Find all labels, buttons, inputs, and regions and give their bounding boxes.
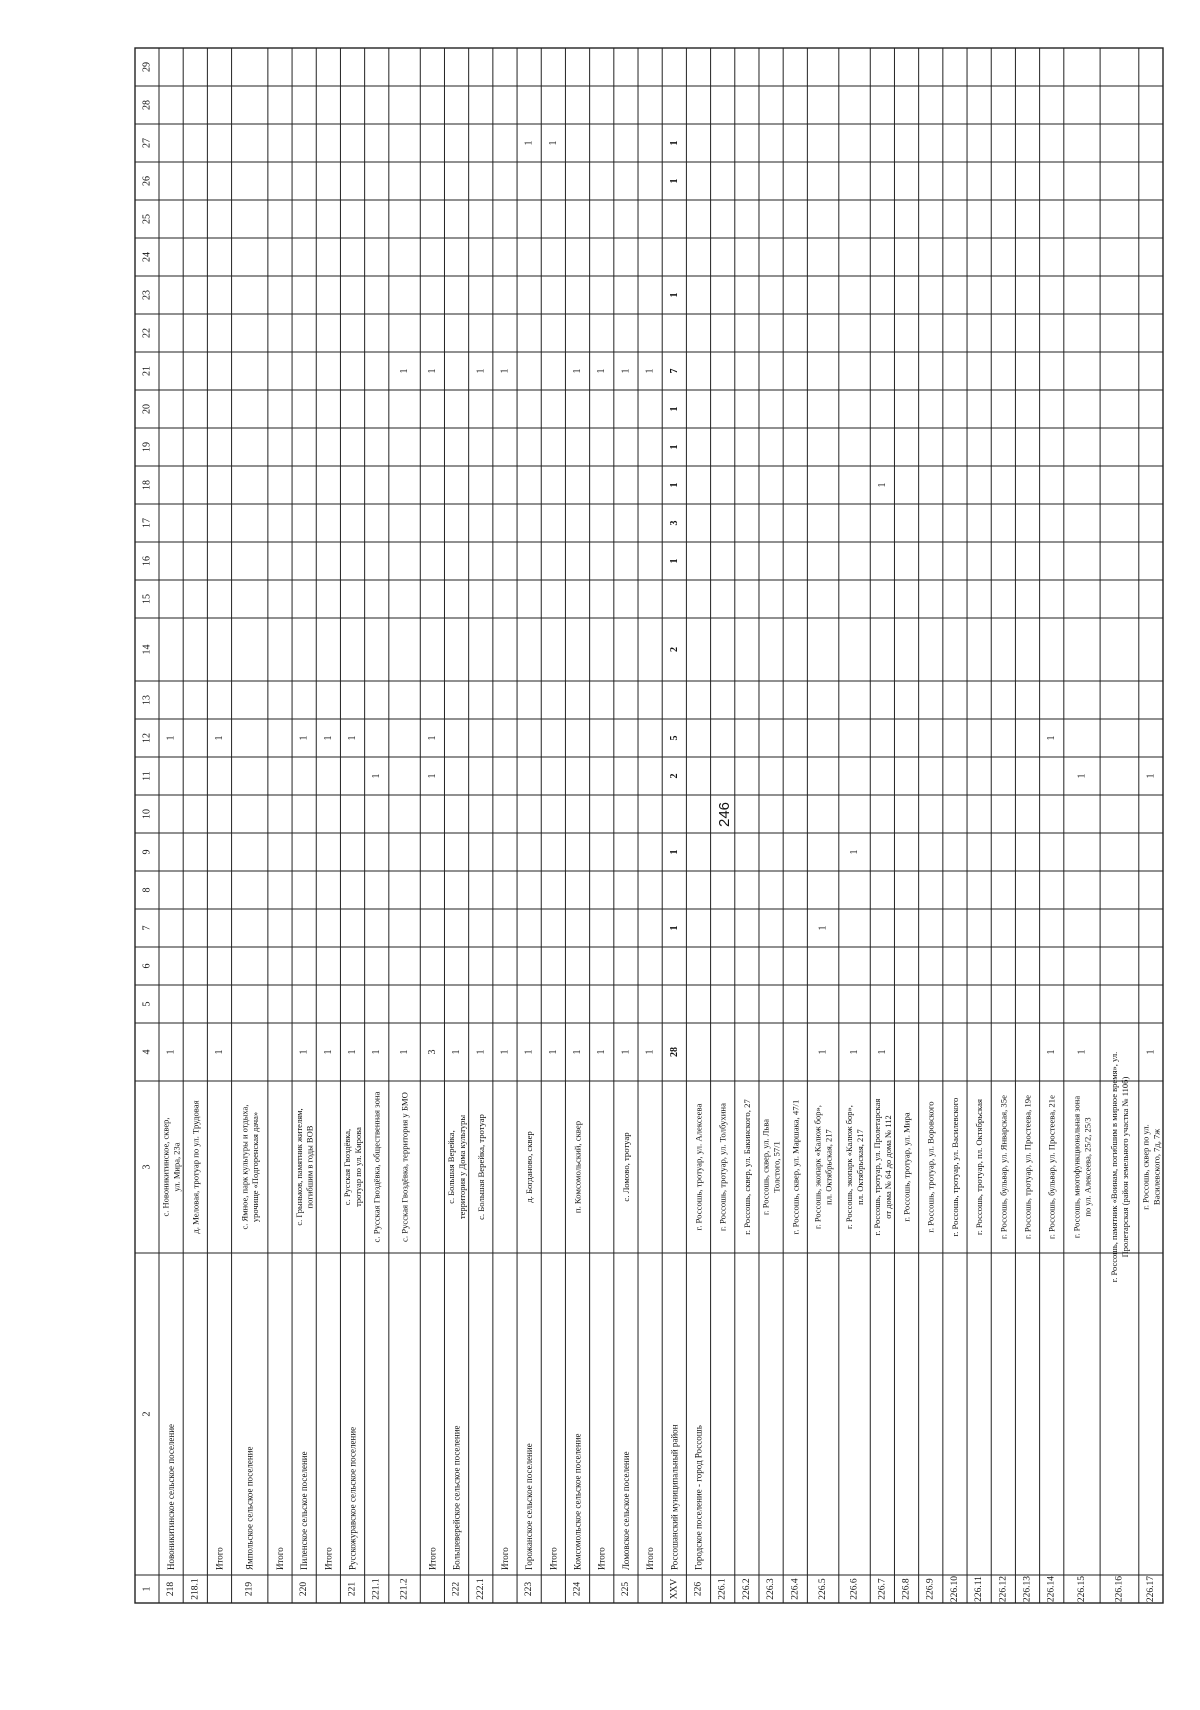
row-number: 226.2	[741, 1578, 752, 1600]
cell-value: 1	[1046, 735, 1058, 741]
row-location: с. Русская Гвоздёвка, территория у БМО	[399, 1092, 410, 1242]
cell-value: 1	[1145, 773, 1157, 779]
row-location: ул. Мира, 23а	[171, 1142, 182, 1192]
cell-value: 1	[572, 368, 584, 374]
table-row	[1046, 736, 1057, 1603]
cell-value: 1	[668, 292, 680, 298]
table-row	[742, 1099, 752, 1600]
table-row	[998, 1095, 1008, 1602]
row-district: Ямпольское сельское поселение	[244, 1446, 255, 1570]
row-location: г. Россошь, сквер, ул. Маршака, 47/1	[790, 1099, 801, 1235]
cell-value: 1	[499, 368, 511, 374]
row-location: г. Россошь, тротуар, ул. Толбухина	[717, 1103, 728, 1231]
row-district: Горожанское сельское поселение	[524, 1443, 535, 1570]
row-number: 226.16	[1114, 1575, 1125, 1603]
cell-value: 1	[620, 368, 632, 374]
row-location: погибшим в годы ВОВ	[304, 1125, 315, 1209]
row-number: 222	[451, 1581, 462, 1597]
row-district: Городское поселение - город Россошь	[693, 1425, 704, 1570]
cell-value: 1	[620, 1049, 632, 1055]
table-border	[135, 48, 1163, 1603]
row-location: от дома № 64 до дома № 112	[882, 1115, 893, 1219]
column-number: 6	[141, 963, 153, 969]
row-district: Итого	[548, 1547, 559, 1570]
row-number: 226.4	[790, 1578, 801, 1600]
column-number: 5	[141, 1001, 153, 1007]
column-number: 26	[141, 176, 153, 186]
row-location: с. Грыньков, памятник жителям,	[293, 1108, 304, 1226]
table-row	[475, 369, 486, 1600]
row-number: 226.3	[766, 1578, 777, 1600]
cell-value: 1	[668, 444, 680, 450]
column-number: 29	[141, 62, 153, 72]
row-district: Комсомольское сельское поселение	[572, 1433, 583, 1570]
cell-value: 1	[475, 1049, 487, 1055]
header-row	[142, 62, 153, 1592]
row-number: 226.8	[901, 1578, 912, 1600]
column-number: 25	[141, 214, 153, 224]
row-number: 226.6	[849, 1578, 860, 1600]
table-row	[669, 141, 680, 1600]
cell-value: 1	[596, 368, 608, 374]
cell-value: 2	[668, 647, 680, 652]
column-number: 7	[141, 925, 153, 931]
row-location: г. Россошь, экопарк «Калюж бор»,	[844, 1105, 855, 1229]
table-row	[371, 774, 382, 1600]
cell-value: 1	[644, 1049, 656, 1055]
row-district: Большеверейское сельское поселение	[451, 1425, 462, 1570]
table-row	[214, 736, 225, 1571]
cell-value: 1	[298, 1049, 310, 1055]
cell-value: 1	[347, 735, 359, 741]
row-location: г. Россошь, сквер, ул. Бакинского, 27	[741, 1099, 752, 1235]
row-number: XXV	[669, 1578, 680, 1600]
cell-value: 1	[1145, 1049, 1157, 1055]
row-district: Итого	[596, 1547, 607, 1570]
column-number: 11	[141, 771, 153, 781]
table-row	[446, 1050, 467, 1597]
cell-value: 1	[213, 1049, 225, 1055]
cell-value: 1	[475, 368, 487, 374]
row-number: 221.1	[371, 1578, 382, 1600]
table-row	[926, 1101, 936, 1600]
row-district: Русскожуравское сельское поселение	[347, 1426, 358, 1570]
row-location: г. Россошь, сквер по ул.	[1140, 1124, 1151, 1210]
row-location: по ул. Алексеева, 25/2, 25/3	[1082, 1117, 1093, 1217]
row-number: 219	[244, 1581, 255, 1597]
cell-value: 1	[371, 773, 383, 779]
cell-value: 1	[523, 140, 535, 146]
cell-value: 1	[817, 1049, 829, 1055]
row-district: Ломовское сельское поселение	[620, 1451, 631, 1570]
row-location: г. Россошь, тротуар, ул. Простеева, 19е	[1022, 1095, 1033, 1239]
table-row	[294, 736, 315, 1597]
cell-value: 2	[668, 773, 680, 779]
row-location: г. Россошь, сквер, ул. Льва	[760, 1118, 771, 1216]
row-number: 220	[299, 1581, 310, 1597]
table-row	[596, 369, 607, 1571]
table-row	[1141, 774, 1162, 1603]
cell-value: 1	[547, 1049, 559, 1055]
column-number: 16	[141, 556, 153, 566]
row-location: пл. Октябрьская, 217	[823, 1129, 834, 1205]
column-number: 1	[141, 1586, 153, 1592]
cell-value: 1	[322, 735, 334, 741]
table-row	[427, 369, 438, 1571]
row-district: Россошанский муниципальный район	[669, 1424, 680, 1570]
row-location: пл. Октябрьская, 217	[854, 1129, 865, 1205]
table-row	[399, 369, 410, 1600]
cell-value: 1	[1076, 1049, 1088, 1055]
row-location: г. Россошь, многофункциональная зона	[1071, 1095, 1082, 1239]
cell-value: 1	[876, 1049, 888, 1055]
column-number: 12	[141, 733, 153, 743]
row-number: 226.15	[1076, 1575, 1087, 1603]
table-row	[872, 483, 893, 1600]
cell-value: 3	[426, 1049, 438, 1055]
row-location: г. Россошь, тротуар, ул. Василевского	[949, 1097, 960, 1237]
column-number: 28	[141, 100, 153, 110]
cell-value: 1	[322, 1049, 334, 1055]
table-row	[161, 736, 182, 1597]
cell-value: 1	[371, 1049, 383, 1055]
table-row	[974, 1099, 984, 1602]
row-number: 226	[693, 1581, 704, 1597]
cell-value: 1	[499, 1049, 511, 1055]
cell-value: 7	[668, 368, 680, 374]
table-row	[239, 1105, 260, 1597]
table-row	[524, 141, 535, 1597]
table-row	[499, 369, 510, 1571]
cell-value: 1	[298, 735, 310, 741]
cell-value: 1	[1076, 773, 1088, 779]
column-number: 2	[141, 1411, 153, 1417]
row-number: 222.1	[475, 1578, 486, 1600]
row-number: 226.7	[877, 1578, 888, 1600]
table-row	[844, 850, 865, 1600]
page-number: 246	[716, 801, 734, 828]
row-location: с. Большая Верейка, тротуар	[475, 1114, 486, 1220]
row-location: с. Русская Гвоздёвка,	[342, 1128, 353, 1206]
cell-value: 1	[876, 482, 888, 488]
column-number: 14	[141, 644, 153, 655]
row-number: 218	[166, 1581, 177, 1597]
cell-value: 1	[347, 1049, 359, 1055]
table-grid	[135, 48, 1163, 1603]
cell-value: 5	[668, 735, 680, 741]
table-row	[342, 736, 363, 1597]
row-number: 218.1	[190, 1578, 201, 1600]
table-row	[693, 1104, 703, 1597]
row-location: д. Меловая, тротуар по ул. Трудовая	[190, 1100, 201, 1234]
cell-value: 1	[213, 735, 225, 741]
row-number: 226.1	[717, 1578, 728, 1600]
cell-value: 1	[547, 140, 559, 146]
row-district: Итого	[323, 1547, 334, 1570]
row-number: 226.9	[925, 1578, 936, 1600]
row-location: г. Россошь, экопарк «Калюж бор»,	[812, 1105, 823, 1229]
cell-value: 3	[668, 520, 680, 526]
row-location: Василевского, 7д, 7ж	[1151, 1128, 1162, 1206]
cell-value: 1	[668, 925, 680, 931]
row-number: 226.17	[1145, 1575, 1156, 1603]
column-number: 8	[141, 887, 153, 893]
row-district: Итого	[274, 1547, 285, 1570]
table-row	[323, 736, 334, 1571]
column-number: 17	[141, 518, 153, 528]
row-location: тротуар по ул. Кирова	[352, 1127, 363, 1207]
row-number: 224	[572, 1581, 583, 1597]
column-number: 9	[141, 849, 153, 855]
table-row	[761, 1119, 782, 1600]
column-number: 10	[141, 809, 153, 819]
cell-value: 1	[451, 1049, 463, 1055]
column-number: 27	[141, 138, 153, 148]
table-row	[645, 369, 656, 1571]
cell-value: 1	[399, 1049, 411, 1055]
row-location: Толстого, 57/1	[771, 1141, 782, 1193]
row-location: г. Россошь, тротуар, ул. Воровского	[925, 1101, 936, 1233]
table-row	[190, 1100, 200, 1599]
row-number: 226.12	[998, 1575, 1009, 1603]
cell-value: 1	[668, 140, 680, 146]
row-location: г. Россошь, тротуар, ул. Пролетарская	[871, 1098, 882, 1236]
row-number: 226.14	[1046, 1575, 1057, 1603]
table-row	[902, 1112, 912, 1599]
table-row	[790, 1100, 800, 1600]
cell-value: 1	[426, 368, 438, 374]
cell-value: 1	[644, 368, 656, 374]
row-number: 226.13	[1022, 1575, 1033, 1603]
row-location: д. Богданово, сквер	[524, 1131, 535, 1203]
row-number: 226.10	[949, 1575, 960, 1603]
column-number: 21	[141, 366, 153, 376]
cell-value: 1	[668, 482, 680, 488]
column-number: 23	[141, 290, 153, 300]
column-number: 4	[141, 1049, 153, 1055]
row-number: 221.2	[399, 1578, 410, 1600]
table-row	[718, 1103, 728, 1600]
table-row	[572, 369, 583, 1597]
row-location: г. Россошь, бульвар, ул. Простеева, 21е	[1046, 1095, 1057, 1239]
cell-value: 1	[668, 178, 680, 184]
column-number: 24	[141, 252, 153, 262]
row-district: Итого	[427, 1547, 438, 1570]
cell-value: 28	[668, 1047, 680, 1057]
table-row	[275, 1547, 285, 1570]
cell-value: 1	[426, 735, 438, 741]
column-number: 15	[141, 594, 153, 604]
cell-value: 1	[849, 1049, 861, 1055]
column-number: 19	[141, 442, 153, 452]
column-number: 13	[141, 695, 153, 705]
row-number: 223	[524, 1581, 535, 1597]
row-number: 226.5	[818, 1578, 829, 1600]
row-number: 226.11	[974, 1576, 985, 1602]
row-location: урочище «Подгоренская дача»	[250, 1111, 261, 1223]
cell-value: 1	[849, 849, 861, 855]
row-location: с. Ямное, парк культуры и отдыха,	[239, 1104, 250, 1230]
column-number: 18	[141, 480, 153, 490]
row-location: с. Большая Верейка,	[446, 1130, 457, 1204]
cell-value: 1	[668, 406, 680, 412]
row-location: Пролетарская (район земельного участка № 110б)	[1119, 1076, 1130, 1258]
cell-value: 1	[523, 1049, 535, 1055]
cell-value: 1	[817, 925, 829, 931]
row-number: 225	[620, 1581, 631, 1597]
row-location: п. Комсомольский, сквер	[572, 1120, 583, 1214]
cell-value: 1	[596, 1049, 608, 1055]
row-district: Новоникитинское сельское поселение	[166, 1423, 177, 1570]
row-district: Итого	[645, 1547, 656, 1570]
row-location: г. Россошь, памятник «Воинам, погибшим в мирное время», ул.	[1109, 1051, 1120, 1283]
cell-value: 1	[572, 1049, 584, 1055]
row-number: 221	[347, 1581, 358, 1597]
row-location: г. Россошь, тротуар, ул. Алексеева	[693, 1103, 704, 1231]
table-row	[1072, 774, 1093, 1603]
row-district: Итого	[499, 1547, 510, 1570]
row-location: г. Россошь, тротуар, пл. Октябрьская	[974, 1099, 985, 1235]
column-number: 3	[141, 1164, 153, 1170]
table-row	[950, 1097, 960, 1602]
cell-value: 1	[668, 558, 680, 564]
row-location: с. Русская Гвоздёвка, общественная зона	[371, 1091, 382, 1243]
table-row	[813, 926, 834, 1600]
table-row	[1109, 1052, 1130, 1602]
row-location: г. Россошь, бульвар, ул. Январская, 35е	[998, 1095, 1009, 1239]
row-location: с. Новоникитинское, сквер,	[160, 1117, 171, 1217]
cell-value: 1	[668, 849, 680, 855]
row-location: территория у Дома культуры	[456, 1114, 467, 1220]
row-location: г. Россошь, тротуар, ул. Мира	[901, 1112, 912, 1222]
cell-value: 1	[1046, 1049, 1058, 1055]
cell-value: 1	[399, 368, 411, 374]
cell-value: 1	[426, 773, 438, 779]
column-number: 22	[141, 328, 153, 338]
table-row	[1023, 1095, 1033, 1602]
table-row	[620, 369, 631, 1597]
row-district: Итого	[214, 1547, 225, 1570]
cell-value: 1	[165, 735, 177, 741]
cell-value: 1	[165, 1049, 177, 1055]
column-number: 20	[141, 404, 153, 414]
row-district: Пиленское сельское поселение	[299, 1451, 310, 1570]
row-location: с. Ломово, тротуар	[620, 1132, 631, 1202]
table-row	[548, 141, 559, 1571]
